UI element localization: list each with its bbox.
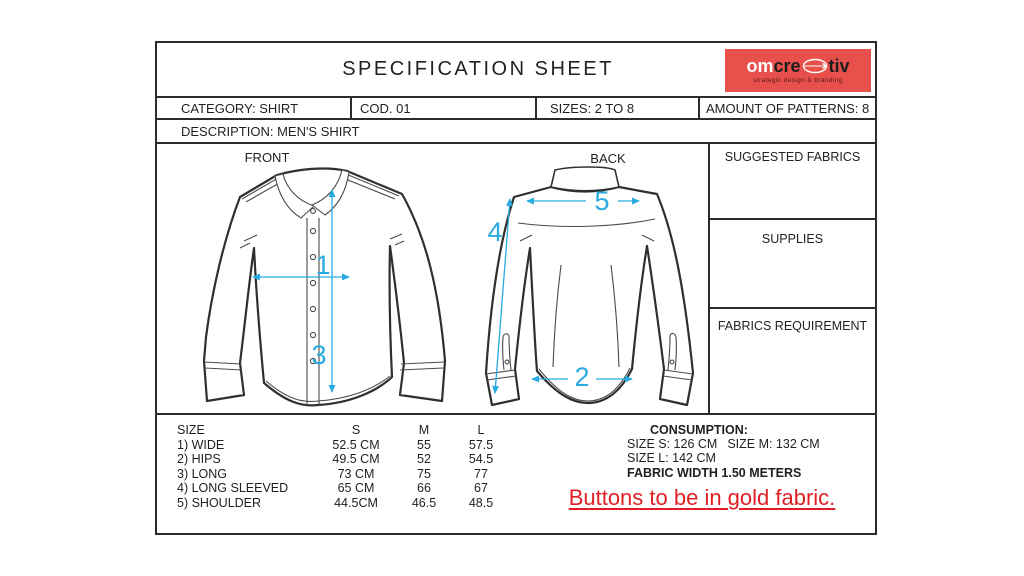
back-shirt-drawing [482,165,697,410]
buttons-note: Buttons to be in gold fabric. [568,485,836,510]
technical-drawing-area [157,144,708,413]
size-table-header-size: SIZE [177,423,205,437]
logo-text-tiv: tiv [828,56,850,76]
table-cell-s: 52.5 CM [332,437,380,452]
measure-3-label: 3 [311,340,327,370]
table-row-name: 2) HIPS [177,452,221,467]
table-row-name: 4) LONG SLEEVED [177,481,289,496]
size-table [177,423,509,511]
logo-wordmark [746,57,849,75]
back-view-label: BACK [590,151,626,166]
table-cell-m: 66 [417,481,431,496]
fabric-width: FABRIC WIDTH 1.50 METERS [627,465,802,480]
table-cell-s: 49.5 CM [332,452,380,467]
table-cell-l: 67 [474,481,488,496]
specification-sheet [155,41,877,535]
main-area [157,144,875,415]
table-cell-l: 57.5 [468,437,494,452]
table-cell-m: 52 [417,452,431,467]
description-row: DESCRIPTION: MEN'S SHIRT [157,120,875,144]
front-shirt-drawing [202,165,447,412]
measure-1-label: 1 [315,250,331,280]
consumption-size-m: SIZE M: 132 CM [727,437,820,452]
consumption-title: CONSUMPTION: [650,423,748,437]
table-cell-s: 44.5CM [334,495,378,510]
code-cell: COD. 01 [352,98,537,118]
table-cell-m: 46.5 [411,495,437,510]
table-cell-s: 73 CM [337,466,375,481]
suggested-fabrics-box: SUGGESTED FABRICS [710,144,875,220]
sidebar [708,144,875,413]
table-cell-s: 65 CM [337,481,375,496]
table-cell-l: 54.5 [468,452,494,467]
patterns-cell: AMOUNT OF PATTERNS: 8 [706,100,870,116]
consumption-block [549,423,861,480]
measure-2-label: 2 [574,362,590,392]
measure-4-label: 4 [487,217,503,247]
size-table-header-m: M [418,423,430,437]
size-table-header-l: L [477,423,485,437]
table-cell-l: 48.5 [468,495,494,510]
category-cell: CATEGORY: SHIRT [157,98,352,118]
table-cell-m: 75 [417,466,431,481]
consumption-size-s: SIZE S: 126 CM [627,437,718,452]
table-row-name: 5) SHOULDER [177,495,262,510]
table-cell-l: 77 [474,466,488,481]
table-cell-m: 55 [417,437,431,452]
page-title: SPECIFICATION SHEET [342,58,614,80]
supplies-box: SUPPLIES [710,220,875,309]
sizes-cell: SIZES: 2 TO 8 [537,98,700,118]
logo-text-om: om [746,56,774,76]
title-row [157,43,875,98]
consumption-size-l: SIZE L: 142 CM [627,451,716,466]
logo-tagline: strategic design & branding [753,77,843,84]
size-table-header-s: S [351,423,361,437]
logo-text-cre: cre [773,56,801,76]
fabrics-requirement-box: FABRICS REQUIREMENT [717,319,868,333]
header-row [157,98,875,120]
measure-5-label: 5 [594,186,610,216]
company-logo [725,49,871,92]
front-view-label: FRONT [244,150,290,165]
bottom-area [157,415,875,533]
table-row-name: 3) LONG [177,466,228,481]
consumption-line-sm [549,437,861,451]
logo-orbit-icon [802,58,828,74]
table-row-name: 1) WIDE [177,437,225,452]
